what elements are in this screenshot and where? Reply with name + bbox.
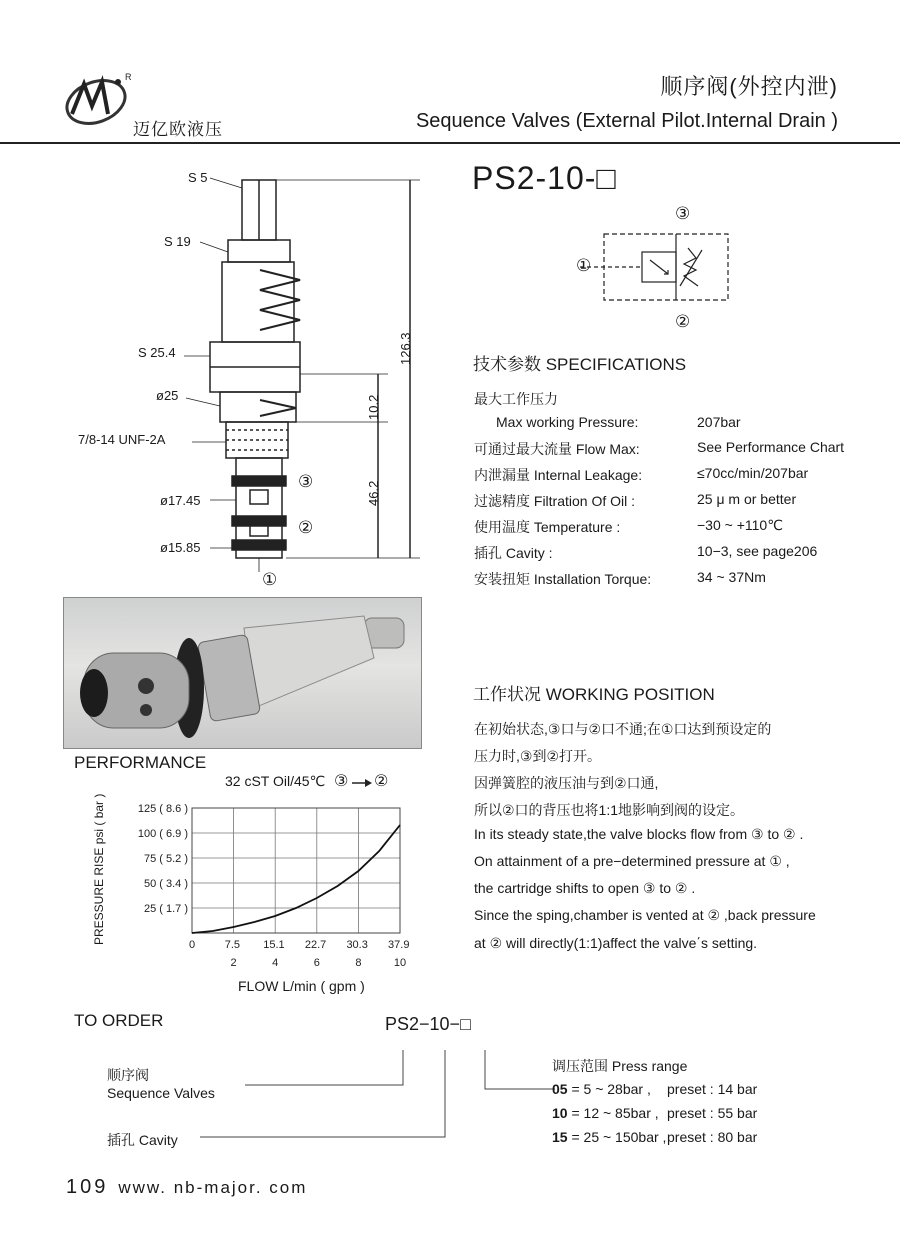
model-number: PS2-10-□ [472, 160, 617, 196]
svg-text:R: R [125, 72, 132, 82]
spec-label: 使用温度 Temperature : [474, 519, 621, 535]
port-1-label: ① [262, 570, 278, 589]
x-tick-label-lpm: 15.1 [263, 939, 285, 951]
spec-max-pressure-cn: 最大工作压力 [474, 391, 558, 407]
dim-s5: S 5 [188, 170, 208, 185]
dim-length-126-3: 126.3 [398, 332, 413, 365]
working-position-line: In its steady state,the valve blocks flow from ③ to ② . [474, 826, 804, 842]
range-preset: preset : 55 bar [667, 1105, 758, 1121]
performance-heading: PERFORMANCE [74, 753, 207, 772]
brand-logo [62, 68, 132, 133]
spec-label: 过滤精度 Filtration Of Oil : [474, 493, 636, 509]
y-tick-label: 25 ( 1.7 ) [143, 903, 188, 915]
range-preset: preset : 80 bar [667, 1129, 758, 1145]
order-connector-lines [195, 1045, 555, 1145]
order-seq-cn: 顺序阀 [107, 1067, 149, 1083]
working-position-line: Since the sping,chamber is vented at ② ,back pressure [474, 907, 816, 923]
y-tick-label: 100 ( 6.9 ) [137, 828, 188, 840]
x-tick-label-gpm: 4 [272, 957, 279, 969]
working-position-line: On attainment of a pre−determined pressure at ① , [474, 853, 790, 869]
range-value: = 12 ~ 85bar , [567, 1105, 659, 1121]
page-number: 109 [66, 1176, 109, 1198]
spec-label: 插孔 Cavity : [474, 545, 553, 561]
order-range-row [552, 1129, 666, 1145]
spec-label: 内泄漏量 Internal Leakage: [474, 467, 643, 483]
cartridge-photo-image [64, 598, 421, 748]
specs-heading: 技术参数 SPECIFICATIONS [473, 355, 687, 374]
flow-to-port: ② [374, 773, 389, 790]
hydraulic-symbol [570, 200, 740, 335]
dim-length-10-2: 10.2 [366, 394, 381, 420]
valve-section-drawing [60, 160, 440, 600]
brand-name: 迈亿欧液压 [133, 120, 223, 139]
spec-value: 25 μ m or better [697, 491, 797, 507]
pressure-curve-line [192, 825, 400, 933]
working-position-line: 因弹簧腔的液压油与到②口通, [474, 775, 659, 791]
page-title-en: Sequence Valves (External Pilot.Internal Drain ) [415, 110, 838, 132]
range-value: = 25 ~ 150bar , [567, 1129, 667, 1145]
performance-chart [100, 798, 430, 998]
x-tick-label-gpm: 6 [313, 957, 320, 969]
working-position-heading: 工作状况 WORKING POSITION [473, 685, 715, 704]
dim-d17-45: ø17.45 [160, 493, 201, 508]
x-tick-label-lpm: 37.9 [388, 939, 410, 951]
working-position-line: 所以②口的背压也将1:1地影响到阀的设定。 [474, 802, 745, 818]
order-range-row [552, 1081, 651, 1097]
y-tick-label: 75 ( 5.2 ) [143, 853, 188, 865]
spec-value: See Performance Chart [697, 439, 845, 455]
spec-value: 207bar [697, 414, 741, 430]
spec-value: 10−3, see page206 [697, 543, 818, 559]
working-position-line: 在初始状态,③口与②口不通;在①口达到预设定的 [474, 721, 772, 737]
symbol-port-2: ② [675, 312, 691, 331]
product-photo [63, 597, 422, 749]
page-title-cn: 顺序阀(外控内泄) [660, 74, 838, 99]
order-range-row [552, 1105, 659, 1121]
valve-drawing [60, 160, 440, 600]
range-code: 05 [552, 1081, 568, 1097]
order-heading: TO ORDER [74, 1011, 164, 1030]
symbol-port-3: ③ [675, 204, 691, 223]
spec-value: 34 ~ 37Nm [697, 569, 766, 585]
range-code: 15 [552, 1129, 568, 1145]
x-tick-label-lpm: 7.5 [224, 939, 241, 951]
flow-from-port: ③ [334, 773, 349, 790]
dim-s25-4: S 25.4 [138, 345, 176, 360]
range-preset: preset : 14 bar [667, 1081, 758, 1097]
order-code: PS2−10−□ [385, 1014, 471, 1034]
y-tick-label: 125 ( 8.6 ) [137, 803, 188, 815]
x-axis-label: FLOW L/min ( gpm ) [238, 978, 365, 994]
x-tick-label-lpm: 0 [188, 939, 196, 951]
order-range-title: 调压范围 Press range [552, 1058, 688, 1074]
plot-frame [192, 808, 400, 933]
page-footer [66, 1176, 307, 1199]
spec-label: Max working Pressure: [496, 414, 639, 430]
range-code: 10 [552, 1105, 568, 1121]
dim-thread: 7/8-14 UNF-2A [78, 432, 166, 447]
port-2-label: ② [298, 518, 314, 537]
working-position-line: at ② will directly(1:1)affect the valve΄s setting. [474, 935, 758, 951]
order-seq-en: Sequence Valves [107, 1085, 215, 1101]
order-leader-lines [195, 1045, 555, 1145]
working-position-line: 压力时,③到②打开。 [474, 748, 601, 764]
spec-value: ≤70cc/min/207bar [697, 465, 809, 481]
dim-d25: ø25 [156, 388, 179, 403]
x-tick-label-gpm: 2 [230, 957, 237, 969]
header-divider [0, 142, 900, 144]
x-tick-label-gpm: 10 [393, 957, 407, 969]
performance-condition: 32 cST Oil/45℃ [225, 773, 326, 789]
x-tick-label-gpm: 8 [355, 957, 362, 969]
port-3-label: ③ [298, 472, 314, 491]
dim-s19: S 19 [164, 234, 191, 249]
spec-value: −30 ~ +110℃ [697, 517, 783, 533]
symbol-port-1: ① [576, 256, 592, 275]
x-tick-label-lpm: 30.3 [346, 939, 368, 951]
spec-label: 可通过最大流量 Flow Max: [474, 441, 640, 457]
flow-arrow-icon [352, 775, 372, 793]
y-axis-label: PRESSURE RISE psi ( bar ) [92, 793, 106, 945]
range-value: = 5 ~ 28bar , [567, 1081, 651, 1097]
working-position-line: the cartridge shifts to open ③ to ② . [474, 880, 696, 896]
website-link[interactable]: www. nb-major. com [118, 1178, 308, 1197]
logo-mark-icon [62, 68, 132, 133]
sequence-valve-symbol [570, 200, 740, 335]
pressure-flow-chart [100, 798, 430, 998]
dim-length-46-2: 46.2 [366, 480, 381, 506]
y-tick-label: 50 ( 3.4 ) [143, 878, 188, 890]
order-cavity: 插孔 Cavity [107, 1132, 178, 1148]
x-tick-label-lpm: 22.7 [304, 939, 327, 951]
spec-label: 安装扭矩 Installation Torque: [474, 571, 652, 587]
dim-d15-85: ø15.85 [160, 540, 201, 555]
